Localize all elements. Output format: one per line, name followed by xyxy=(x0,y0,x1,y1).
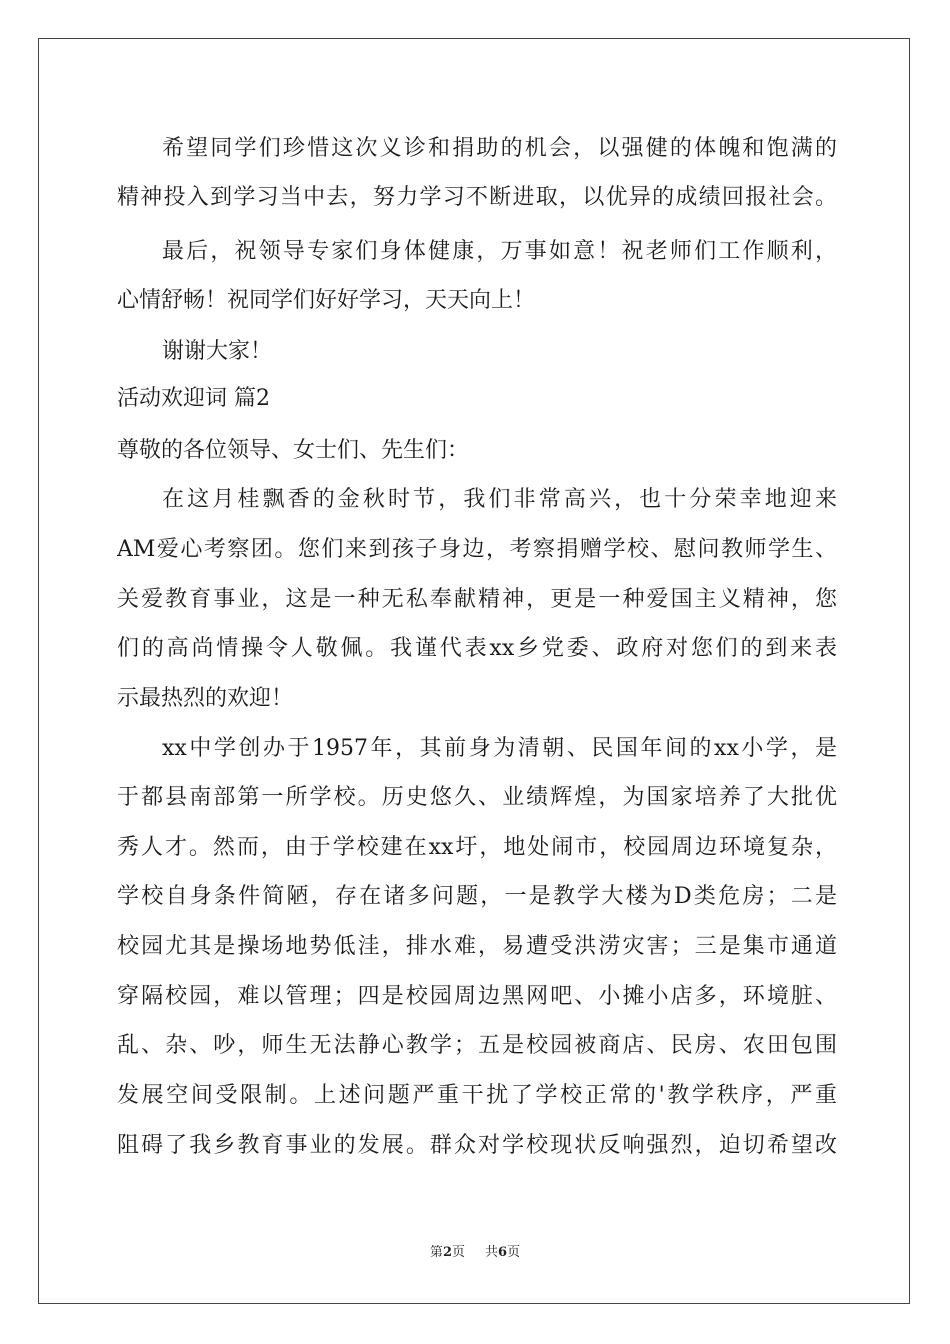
paragraph-line: 阻碍了我乡教育事业的发展。群众对学校现状反响强烈，迫切希望改 xyxy=(117,1133,837,1158)
page-prefix: 第 xyxy=(429,1245,443,1260)
paragraph-line: 校园尤其是操场地势低洼，排水难，易遭受洪涝灾害；三是集市通道 xyxy=(117,934,837,959)
paragraph-line: 发展空间受限制。上述问题严重干扰了学校正常的'教学秩序，严重 xyxy=(117,1083,837,1108)
paragraph-line: 穿隔校园，难以管理；四是校园周边黑网吧、小摊小店多，环境脏、 xyxy=(117,984,837,1009)
paragraph-line: 示最热烈的欢迎！ xyxy=(117,686,294,711)
page-suffix: 页 xyxy=(451,1245,465,1260)
paragraph-line: 心情舒畅！祝同学们好好学习，天天向上！ xyxy=(117,288,536,313)
paragraph-line: 关爱教育事业，这是一种无私奉献精神，更是一种爱国主义精神，您 xyxy=(117,587,837,612)
paragraph-line: 们的高尚情操令人敬佩。我谨代表xx乡党委、政府对您们的到来表 xyxy=(117,636,837,661)
salutation: 尊敬的各位领导、女士们、先生们： xyxy=(117,438,470,463)
page-footer xyxy=(0,1244,950,1262)
paragraph-line: 学校自身条件简陋，存在诸多问题，一是教学大楼为D类危房；二是 xyxy=(117,884,837,909)
page-border xyxy=(38,38,910,1304)
paragraph-line: 希望同学们珍惜这次义诊和捐助的机会，以强健的体魄和饱满的 xyxy=(162,136,837,161)
paragraph-line: 秀人才。然而，由于学校建在xx圩，地处闹市，校园周边环境复杂， xyxy=(117,835,837,860)
section-heading: 活动欢迎词 篇2 xyxy=(117,386,270,411)
page-number: 2 xyxy=(442,1245,452,1260)
paragraph-line: AM爱心考察团。您们来到孩子身边，考察捐赠学校、慰问教师学生、 xyxy=(117,537,837,562)
paragraph-line: xx中学创办于1957年，其前身为清朝、民国年间的xx小学，是 xyxy=(162,736,837,761)
paragraph-line: 谢谢大家！ xyxy=(162,339,273,364)
paragraph-line: 于都县南部第一所学校。历史悠久、业绩辉煌，为国家培养了大批优 xyxy=(117,785,837,810)
paragraph-line: 乱、杂、吵，师生无法静心教学；五是校园被商店、民房、农田包围 xyxy=(117,1033,837,1058)
total-prefix: 共 xyxy=(485,1245,499,1260)
total-suffix: 页 xyxy=(507,1245,521,1260)
paragraph-line: 精神投入到学习当中去，努力学习不断进取，以优异的成绩回报社会。 xyxy=(117,185,837,210)
paragraph-line: 在这月桂飘香的金秋时节，我们非常高兴，也十分荣幸地迎来 xyxy=(162,487,837,512)
paragraph-line: 最后，祝领导专家们身体健康，万事如意！祝老师们工作顺利， xyxy=(162,239,837,264)
total-pages: 6 xyxy=(498,1245,508,1260)
